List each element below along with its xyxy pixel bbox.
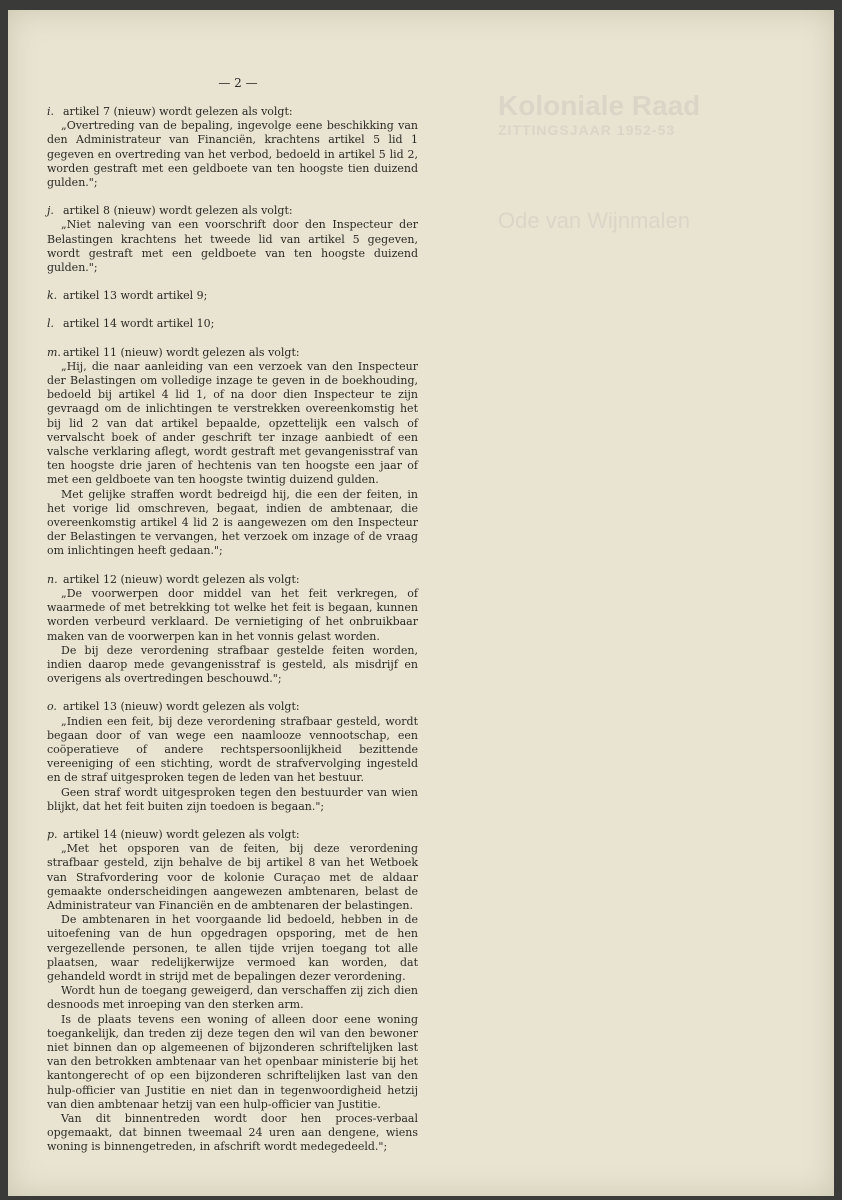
section-1 xyxy=(47,105,418,190)
section-heading-text: artikel 13 (nieuw) wordt gelezen als volgt: xyxy=(63,700,300,714)
section-heading xyxy=(47,317,418,331)
section-7 xyxy=(47,700,418,814)
section-heading-text: artikel 14 wordt artikel 10; xyxy=(63,317,215,331)
section-letter: n. xyxy=(47,572,58,586)
section-body xyxy=(47,218,418,275)
section-letter: m. xyxy=(47,345,61,359)
page-number: — 2 — xyxy=(218,76,258,90)
show-through-letterhead xyxy=(498,90,818,234)
section-3 xyxy=(47,289,418,303)
paragraph: „Indien een feit, bij deze verordening strafbaar gesteld, wordt begaan door of van wege een naamlooze vennootschap, een coöperatieve of andere rechtspersoonlijkheid bezittende vereeniging of een stichting, wordt de strafvervolging ingesteld en de straf uitgesproken tegen de leden van het bestuur. xyxy=(47,714,418,785)
paragraph: „De voorwerpen door middel van het feit verkregen, of waarmede of met betrekking tot welke het feit is begaan, kunnen worden verbeurd verklaard. De vernietiging of het onbruikbaar maken van de voorwerpen kan in het vonnis gelast worden. xyxy=(47,586,418,643)
paragraph: „Niet naleving van een voorschrift door den Inspecteur der Belastingen krachtens het tweede lid van artikel 5 gegeven, wordt gestraft met een geldboete van ten hoogste duizend gulden."; xyxy=(47,218,418,275)
paragraph: „Overtreding van de bepaling, ingevolge eene beschikking van den Administrateur van Financiën, krachtens artikel 5 lid 1 gegeven en overtreding van het verbod, bedoeld in artikel 5 lid 2, worden gestraft met een geldboete van ten hoogste tien duizend gulden."; xyxy=(47,119,418,190)
paragraph: De bij deze verordening strafbaar gestelde feiten worden, indien daarop mede gevangenisstraf is gesteld, als misdrijf en overigens als overtredingen beschouwd."; xyxy=(47,643,418,686)
section-8 xyxy=(47,828,418,1155)
section-body xyxy=(47,842,418,1154)
paragraph: „Met het opsporen van de feiten, bij deze verordening strafbaar gesteld, zijn behalve de bij artikel 8 van het Wetboek van Strafvordering voor de kolonie Curaçao met de aldaar gemaakte onderscheidingen aangewezen ambtenaren, belast de Administrateur van Financiën en de ambtenaren der belastingen. xyxy=(47,842,418,912)
section-letter: p. xyxy=(47,827,58,841)
section-heading xyxy=(47,204,418,218)
paragraph: Met gelijke straffen wordt bedreigd hij, die een der feiten, in het vorige lid omschreven, begaat, indien de ambtenaar, die overeenkomstig artikel 4 lid 2 is aangewezen om den Inspecteur der Belastingen te vervangen, het verzoek om inzage of de vraag om inlichtingen heeft gedaan."; xyxy=(47,487,418,558)
section-letter: j. xyxy=(47,204,54,218)
section-body xyxy=(47,587,418,686)
section-body xyxy=(47,119,418,190)
section-heading-text: artikel 11 (nieuw) wordt gelezen als volgt: xyxy=(63,345,300,359)
section-letter: l. xyxy=(47,317,55,331)
document-page xyxy=(8,10,834,1196)
section-heading-text: artikel 7 (nieuw) wordt gelezen als volgt: xyxy=(63,105,293,118)
section-letter: k. xyxy=(47,289,58,303)
section-heading-text: artikel 14 (nieuw) wordt gelezen als volgt: xyxy=(63,827,300,841)
section-letter: o. xyxy=(47,700,57,714)
section-6 xyxy=(47,573,418,687)
section-heading xyxy=(47,289,418,303)
paragraph: Van dit binnentreden wordt door hen proces-verbaal opgemaakt, dat binnen tweemaal 24 uren aan dengene, wiens woning is binnengetreden, in afschrift wordt medegedeeld."; xyxy=(47,1112,418,1154)
section-body xyxy=(47,715,418,814)
ghost-line-1: Koloniale Raad xyxy=(498,90,701,121)
section-letter: i. xyxy=(47,105,55,118)
section-heading xyxy=(47,105,418,119)
paragraph: Is de plaats tevens een woning of alleen door eene woning toegankelijk, dan treden zij deze tegen den wil van den bewoner niet binnen dan op algemeenen of bijzonderen schriftelijken last van den betrokken ambtenaar van het openbaar ministerie bij het kantongerecht of op een bijzonderen schriftelijken last van den hulp-officier van Justitie en niet dan in tegenwoordigheid hetzij van dien ambtenaar hetzij van een hulp-officier van Justitie. xyxy=(47,1012,418,1111)
paragraph: De ambtenaren in het voorgaande lid bedoeld, hebben in de uitoefening van de hun opgedragen opsporing, met de hen vergezellende personen, te allen tijde vrijen toegang tot alle plaatsen, waar redelijkerwijze vermoed kan worden, dat gehandeld wordt in strijd met de bepalingen dezer verordening. xyxy=(47,913,418,983)
paragraph: Geen straf wordt uitgesproken tegen den bestuurder van wien blijkt, dat het feit buiten zijn toedoen is begaan."; xyxy=(47,785,418,813)
section-4 xyxy=(47,317,418,331)
ghost-line-3: Ode van Wijnmalen xyxy=(498,208,690,233)
section-heading xyxy=(47,700,418,714)
section-heading-text: artikel 8 (nieuw) wordt gelezen als volgt: xyxy=(63,204,293,218)
section-heading-text: artikel 12 (nieuw) wordt gelezen als volgt: xyxy=(63,572,300,586)
section-heading xyxy=(47,573,418,587)
ghost-line-2: ZITTINGSJAAR 1952-53 xyxy=(498,122,676,138)
paragraph: „Hij, die naar aanleiding van een verzoek van den Inspecteur der Belastingen om volledige inzage te geven in de boekhouding, bedoeld bij artikel 4 lid 1, of na door dien Inspecteur te zijn gevraagd om de inlichtingen te verstrekken overeenkomstig het bij lid 2 van dat artikel bepaalde, opzettelijk een valsch of vervalscht boek of ander geschrift ter inzage aanbiedt of een valsche verklaring aflegt, wordt gestraft met gevangenisstraf van ten hoogste drie jaren of hechtenis van ten hoogste een jaar of met een geldboete van ten hoogste twintig duizend gulden. xyxy=(47,359,418,487)
section-heading-text: artikel 13 wordt artikel 9; xyxy=(63,289,208,303)
section-5 xyxy=(47,346,418,559)
paragraph: Wordt hun de toegang geweigerd, dan verschaffen zij zich dien desnoods met inroeping van den sterken arm. xyxy=(47,984,418,1012)
document-body xyxy=(47,105,418,1169)
section-heading xyxy=(47,346,418,360)
section-heading xyxy=(47,828,418,842)
section-2 xyxy=(47,204,418,275)
section-body xyxy=(47,360,418,559)
